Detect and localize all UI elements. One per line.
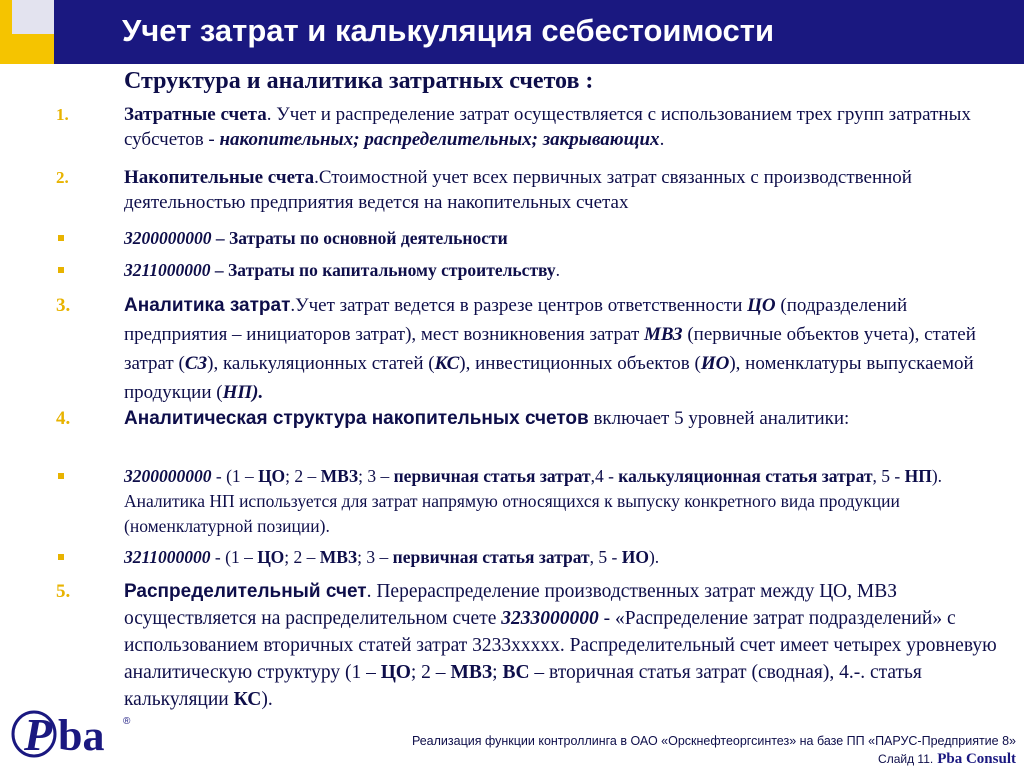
- term: первичная статья затрат: [393, 466, 591, 486]
- item-text: включает 5 уровней аналитики:: [588, 408, 850, 429]
- term: КС: [434, 353, 460, 374]
- item-text: , 5 -: [589, 547, 622, 567]
- item-text: ), калькуляционных статей (: [207, 353, 435, 374]
- header-gold-bar: [0, 0, 12, 64]
- item-text: .: [659, 129, 665, 150]
- bullet-icon: [58, 235, 64, 241]
- account-code: 3200000000: [124, 466, 212, 486]
- item-text: ,4 -: [590, 466, 619, 486]
- item-text: .Учет затрат ведется в разрезе центров ответственности: [290, 295, 748, 316]
- item-text: ), инвестиционных объектов (: [459, 353, 701, 374]
- account-description: – Затраты по капитальному строительству: [210, 260, 556, 280]
- item-text: ), номенклатуры выпускаемой продукции (: [124, 353, 974, 403]
- term: ЦО: [258, 466, 286, 486]
- footer-caption: Реализация функции контроллинга в ОАО «Орскнефтеоргсинтез» на базе ПП «ПАРУС-Предприятие 8»: [411, 734, 1016, 748]
- item-heading: Распределительный счет: [124, 581, 367, 602]
- list-marker: 4.: [56, 408, 71, 429]
- term: МВЗ: [644, 324, 683, 345]
- item-text: (первичные объектов учета), статей затрат (: [124, 324, 976, 374]
- item-text: ; 2 –: [284, 547, 320, 567]
- list-marker: 3.: [56, 295, 71, 316]
- list-item-2: [56, 165, 1012, 215]
- footer-slide-info: [878, 750, 1016, 768]
- term: НП: [904, 466, 932, 486]
- item-heading: Аналитика затрат: [124, 295, 291, 316]
- list-marker: 2.: [56, 168, 69, 187]
- item-text: - (1 –: [211, 466, 259, 486]
- header-decor-gold: [12, 34, 54, 64]
- slide-title: Учет затрат и калькуляция себестоимости: [122, 13, 775, 48]
- item-text: ; 2 –: [285, 466, 321, 486]
- svg-text:®: ®: [123, 716, 131, 727]
- item-text: . Перераспределение производственных затрат между ЦО, МВЗ осуществляется на распределительном счете: [124, 581, 897, 629]
- item-text: ;: [492, 662, 503, 683]
- account-code: 3233000000: [501, 608, 599, 629]
- account-code: 3211000000: [124, 260, 211, 280]
- list-item-5: [56, 578, 1012, 713]
- item-heading: Затратные счета: [124, 104, 267, 125]
- list-item-1: [56, 102, 1012, 152]
- account-description: – Затраты по основной деятельности: [211, 228, 508, 248]
- slide-header: [0, 0, 1024, 64]
- term: ЦО: [747, 295, 776, 316]
- bullet-icon: [58, 267, 64, 273]
- header-decor-light: [12, 0, 54, 34]
- bullet-icon: [58, 473, 64, 479]
- item-heading: Накопительные счета: [124, 167, 315, 188]
- slide-number: Слайд 11.: [878, 752, 934, 766]
- section-subtitle: Структура и аналитика затратных счетов :: [124, 68, 594, 94]
- term: МВЗ: [320, 466, 359, 486]
- term: первичная статья затрат: [392, 547, 590, 567]
- item-text: – вторичная статья затрат (сводная), 4.-. статья калькуляции: [124, 662, 922, 710]
- svg-text:P: P: [24, 709, 53, 760]
- item-text: .: [555, 260, 561, 280]
- item-text: ; 2 –: [410, 662, 451, 683]
- term: ИО: [621, 547, 649, 567]
- item-text: - (1 –: [210, 547, 258, 567]
- term: МВЗ: [319, 547, 358, 567]
- item-text: , 5 -: [872, 466, 905, 486]
- list-marker: 1.: [56, 105, 69, 124]
- term: КС: [233, 689, 262, 710]
- list-item-analytics-3200: [124, 464, 1012, 539]
- item-text: .Стоимостной учет всех первичных затрат связанных с производственной деятельностью предприятия ведется на накопительных счетах: [124, 167, 912, 213]
- list-item-account-3211: [124, 258, 1012, 283]
- item-heading: Аналитическая структура накопительных счетов: [124, 408, 589, 429]
- list-item-analytics-3211: [124, 545, 1012, 570]
- svg-text:ba: ba: [58, 711, 105, 760]
- account-code: 3200000000: [124, 228, 212, 248]
- list-marker: 5.: [56, 581, 71, 602]
- list-item-3: [56, 291, 1012, 407]
- term: ВС: [502, 662, 530, 683]
- item-text: ).: [261, 689, 273, 710]
- term: НП).: [222, 382, 264, 403]
- item-text: ). Аналитика НП используется для затрат напрямую относящихся к выпуску конкретного вида продукции (номенклатурной позиции).: [124, 466, 943, 536]
- term: калькуляционная статья затрат: [618, 466, 873, 486]
- term: МВЗ: [450, 662, 493, 683]
- list-item-4: [56, 405, 1012, 432]
- footer-brand: Pba Consult: [937, 751, 1016, 767]
- bullet-icon: [58, 554, 64, 560]
- item-text: - «Распределение затрат подразделений» с использованием вторичных статей затрат 3233ххххх. Распределительный счет имеет четырех уровневую аналитическую структуру (1 –: [124, 608, 997, 683]
- term: ИО: [700, 353, 730, 374]
- pba-logo: [10, 700, 150, 760]
- term: ЦО: [380, 662, 411, 683]
- list-item-account-3200: [124, 226, 1012, 251]
- item-emphasis: накопительных; распределительных; закрывающих: [219, 129, 660, 150]
- item-text: ).: [648, 547, 660, 567]
- item-text: (подразделений предприятия – инициаторов затрат), мест возникновения затрат: [124, 295, 908, 345]
- item-text: ; 3 –: [358, 466, 394, 486]
- term: СЗ: [184, 353, 208, 374]
- term: ЦО: [257, 547, 285, 567]
- item-text: ; 3 –: [357, 547, 393, 567]
- item-text: . Учет и распределение затрат осуществляется с использованием трех групп затратных субсчетов -: [124, 104, 971, 150]
- account-code: 3211000000: [124, 547, 211, 567]
